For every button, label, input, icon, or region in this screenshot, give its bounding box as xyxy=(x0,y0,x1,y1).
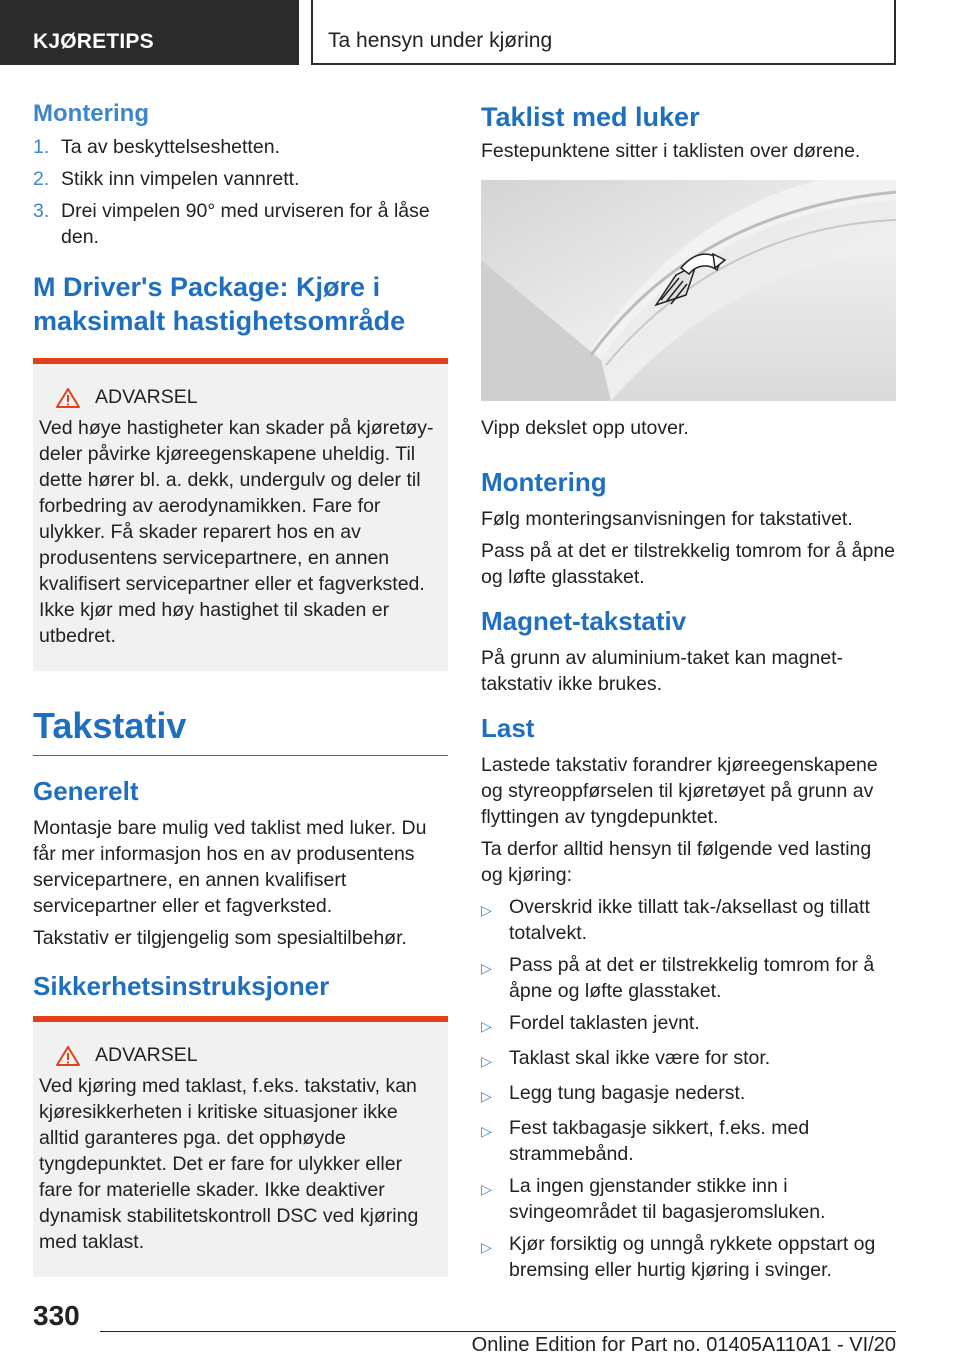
list-item: ▷ Legg tung bagasje nederst. xyxy=(481,1080,896,1109)
taklist-heading: Taklist med luker xyxy=(481,102,700,132)
triangle-bullet-icon: ▷ xyxy=(481,1181,492,1197)
warning-title: ADVARSEL xyxy=(39,386,440,409)
edition-text: Online Edition for Part no. 01405A110A1 - VI/20 xyxy=(471,1334,896,1356)
right-column xyxy=(481,100,896,1289)
last-paragraph: Lastede takstativ forandrer kjøreegenskapene og styreoppførselen til kjøretøyet på grunn av flyttingen av tyngdepunktet. xyxy=(481,754,878,828)
mdriver-heading: M Driver's Package: Kjøre i maksimalt hastighetsområde xyxy=(33,272,406,336)
photo-caption: Vipp dekslet opp utover. xyxy=(481,417,689,439)
list-item: ▷ Kjør forsiktig og unngå rykkete oppstart og bremsing eller hurtig kjøring i svinger. xyxy=(481,1233,876,1281)
chapter-title: Ta hensyn under kjøring xyxy=(311,0,896,65)
taklist-paragraph: Festepunktene sitter i taklisten over dørene. xyxy=(481,140,861,162)
section-tab: KJØRETIPS xyxy=(0,0,299,65)
generelt-heading: Generelt xyxy=(33,776,139,806)
roof-rail-photo xyxy=(481,180,896,401)
warning-box xyxy=(33,358,448,671)
triangle-bullet-icon: ▷ xyxy=(481,960,492,976)
list-item: ▷ Fest takbagasje sikkert, f.eks. med strammebånd. xyxy=(481,1117,810,1165)
page-header xyxy=(0,0,960,66)
left-column xyxy=(33,100,448,1277)
list-item: 2. Stikk inn vimpelen vannrett. xyxy=(33,168,300,190)
warning-triangle-icon xyxy=(55,387,81,409)
list-item: ▷ La ingen gjenstander stikke inn i svingeområdet til bagasjeromsluken. xyxy=(481,1175,826,1223)
sikkerhet-heading: Sikkerhetsinstruksjoner xyxy=(33,971,330,1001)
page-footer xyxy=(0,1300,960,1362)
triangle-bullet-icon: ▷ xyxy=(481,902,492,918)
list-item: ▷ Overskrid ikke tillatt tak-/aksellast og tillatt totalvekt. xyxy=(481,896,870,944)
triangle-bullet-icon: ▷ xyxy=(481,1053,492,1069)
warning-text: Ved høye hastigheter kan skader på kjøretøydeler påvirke kjøreegenskapene uheldig. Til dette hører bl. a. dekk, undergulv og deler til forbedring av aerodynamikken. Fare for ulykker. Få skader reparert hos en av produsentens servicepartnere, en annen kvalifisert servicepartner eller et fagverksted. Ikke kjør med høy hastighet til skaden er utbedret. xyxy=(39,417,434,647)
list-item: 3. Drei vimpelen 90° med urviseren for å låse den. xyxy=(33,200,430,248)
list-item: 1. Ta av beskyttelseshetten. xyxy=(33,136,280,158)
magnet-heading: Magnet-takstativ xyxy=(481,606,687,636)
triangle-bullet-icon: ▷ xyxy=(481,1018,492,1034)
generelt-paragraph-2: Takstativ er tilgjengelig som spesialtilbehør. xyxy=(33,927,407,949)
warning-triangle-icon xyxy=(55,1045,81,1067)
loading-rules-list xyxy=(481,894,896,1283)
warning-box-2 xyxy=(33,1016,448,1277)
montering-heading-right: Montering xyxy=(481,467,607,497)
triangle-bullet-icon: ▷ xyxy=(481,1123,492,1139)
montering-paragraph: Følg monteringsanvisningen for takstativet. xyxy=(481,508,853,530)
triangle-bullet-icon: ▷ xyxy=(481,1239,492,1255)
list-item: ▷ Pass på at det er tilstrekkelig tomrom for å åpne og løfte glasstaket. xyxy=(481,954,875,1002)
takstativ-heading: Takstativ xyxy=(33,705,448,756)
montering-heading-left: Montering xyxy=(33,100,149,127)
last-paragraph-2: Ta derfor alltid hensyn til følgende ved lasting og kjøring: xyxy=(481,838,872,886)
triangle-bullet-icon: ▷ xyxy=(481,1088,492,1104)
page-number: 330 xyxy=(33,1300,80,1331)
montering-steps xyxy=(33,134,448,250)
list-item: ▷ Fordel taklasten jevnt. xyxy=(481,1010,896,1039)
generelt-paragraph: Montasje bare mulig ved taklist med luker. Du får mer informasjon hos en av produsentens servicepartnere, en annen kvalifisert servicepartner eller et fagverksted. xyxy=(33,817,427,917)
montering-paragraph-2: Pass på at det er tilstrekkelig tomrom for å åpne og løfte glasstaket. xyxy=(481,540,896,588)
warning-title-2: ADVARSEL xyxy=(39,1044,440,1067)
last-heading: Last xyxy=(481,713,535,743)
magnet-paragraph: På grunn av aluminium-taket kan magnet-takstativ ikke brukes. xyxy=(481,647,844,695)
list-item: ▷ Taklast skal ikke være for stor. xyxy=(481,1045,896,1074)
footer-divider xyxy=(100,1331,896,1332)
warning-text-2: Ved kjøring med taklast, f.eks. takstativ, kan kjøresikkerheten i kritiske situasjoner ikke alltid garanteres pga. det opphøyde tyngdepunktet. Det er fare for ulykker eller fare for materielle skader. Ikke deaktiver dynamisk stabilitetskontroll DSC ved kjøring med taklast. xyxy=(39,1075,419,1253)
